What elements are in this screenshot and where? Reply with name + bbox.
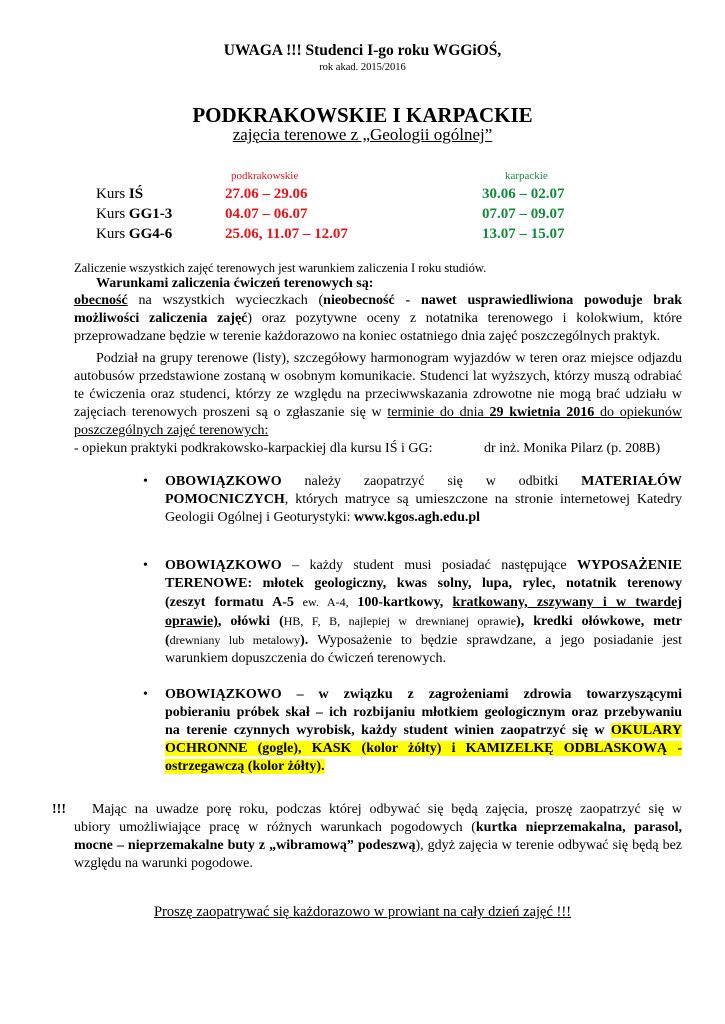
exclamation-mark: !!! bbox=[52, 802, 66, 817]
kurs-label: Kurs bbox=[96, 206, 129, 222]
podkrakowskie-dates: 04.07 – 06.07 bbox=[225, 206, 308, 222]
materials-item: OBOWIĄZKOWO należy zaopatrzyć się w odbitki MATERIAŁÓW POMOCNICZYCH, których matryce są umieszczone na stronie internetowej Katedry Geologii Ogólnej i Geoturystyki: www.kgos.agh.edu.pl bbox=[165, 474, 682, 525]
bullet-icon: • bbox=[143, 558, 148, 573]
academic-year: rok akad. 2015/2016 bbox=[319, 62, 406, 73]
podkrakowskie-dates: 25.06, 11.07 – 12.07 bbox=[225, 226, 348, 242]
safety-item: OBOWIĄZKOWO – w związku z zagrożeniami zdrowia towarzyszącymi pobieraniu próbek skał – ich rozbijaniu młotkiem geologicznym oraz przebywaniu na terenie czynnych wyrobisk, każdy student winien zaopatrzyć się w OKULARY OCHRONNE (gogle), KASK (kolor żółty) i KAMIZELKĘ ODBLASKOWĄ - ostrzegawczą (kolor żółty). bbox=[165, 687, 682, 774]
bullet-icon: • bbox=[143, 474, 148, 489]
notice-header: UWAGA !!! Studenci I-go roku WGGiOŚ, bbox=[223, 42, 502, 59]
kurs-code: GG1-3 bbox=[128, 206, 173, 222]
kurs-label: Kurs bbox=[96, 186, 129, 202]
highlighted-text: OKULARY bbox=[610, 723, 682, 738]
provisions-note: Proszę zaopatrywać się każdorazowo w prowiant na cały dzień zajęć !!! bbox=[153, 904, 572, 920]
supervisor-name: dr inż. Monika Pilarz (p. 208B) bbox=[484, 441, 661, 456]
groups-paragraph: Podział na grupy terenowe (listy), szczegółowy harmonogram wyjazdów w teren oraz miejsce odjazdu autobusów przedstawione zostaną w osobnym komunikacie. Studenci lat wyższych, którzy muszą odrabiać te ćwiczenia oraz studenci, którzy ze względu na przeciwwskazania zdrowotne nie mogą brać udziału w zajęciach terenowych proszeni są o zgłaszanie się w terminie do dnia 29 kwietnia 2016 do opiekunów poszczególnych zajęć terenowych: - opiekun praktyki podkrakowsko-karpackiej dla kursu IŚ i GG: dr inż. Monika Pilarz (p. 208B) bbox=[74, 351, 682, 456]
schedule-row bbox=[96, 185, 656, 205]
schedule-row bbox=[96, 205, 656, 225]
supervisor-role: - opiekun praktyki podkrakowsko-karpackiej dla kursu IŚ i GG: bbox=[74, 441, 433, 456]
kurs-label: Kurs bbox=[96, 226, 129, 242]
karpackie-dates: 07.07 – 09.07 bbox=[482, 206, 565, 222]
column-header-karpackie: karpackie bbox=[505, 170, 548, 182]
karpackie-dates: 13.07 – 15.07 bbox=[482, 226, 565, 242]
highlighted-text: ostrzegawczą (kolor żółty). bbox=[165, 759, 325, 774]
bullet-icon: • bbox=[143, 687, 148, 702]
weather-paragraph: !!! Mając na uwadze porę roku, podczas której odbywać się będą zajęcia, proszę zaopatrzyć się w ubiory umożliwiające pracę w różnych warunkach pogodowych (kurtka nieprzemakalna, parasol, mocne – nieprzemakalne buty z „wibramową” podeszwą), gdyż zajęcia w terenie odbywać się będą bez względu na warunki pogodowe. bbox=[52, 802, 682, 871]
kurs-code: GG4-6 bbox=[128, 226, 173, 242]
conditions-paragraph: obecność na wszystkich wycieczkach (nieobecność - nawet usprawiedliwiona powoduje brak możliwości zaliczenia zajęć) oraz pozytywne oceny z notatnika terenowego i kolokwium, które przeprowadzane będzie w terenie każdorazowo na koniec ostatniego dnia zajęć poszczególnych praktyk. bbox=[74, 293, 682, 344]
completion-note: Zaliczenie wszystkich zajęć terenowych jest warunkiem zaliczenia I roku studiów. bbox=[74, 261, 487, 275]
conditions-heading: Warunkami zaliczenia ćwiczeń terenowych są: bbox=[96, 276, 374, 291]
kurs-code: IŚ bbox=[128, 186, 144, 202]
document-subtitle: zajęcia terenowe z „Geologii ogólnej” bbox=[232, 125, 493, 144]
website-link: www.kgos.agh.edu.pl bbox=[353, 510, 481, 525]
karpackie-dates: 30.06 – 02.07 bbox=[482, 186, 565, 202]
schedule-row bbox=[96, 225, 656, 245]
equipment-item: OBOWIĄZKOWO – każdy student musi posiadać następujące WYPOSAŻENIE TERENOWE: młotek geologiczny, kwas solny, lupa, rylec, notatnik terenowy (zeszyt formatu A-5 ew. A-4, 100-kartkowy, kratkowany, zszywany i w twardej oprawie), ołówki (HB, F, B, najlepiej w drewnianej oprawie), kredki ołówkowe, metr (drewniany lub metalowy). Wyposażenie to będzie sprawdzane, a jego posiadanie jest warunkiem dopuszczenia do ćwiczeń terenowych. bbox=[165, 558, 683, 666]
column-header-podkrakowskie: podkrakowskie bbox=[231, 170, 299, 182]
document-title: PODKRAKOWSKIE I KARPACKIE bbox=[192, 103, 533, 127]
podkrakowskie-dates: 27.06 – 29.06 bbox=[225, 186, 308, 202]
highlighted-text: OCHRONNE (gogle), KASK (kolor żółty) i KAMIZELKĘ ODBLASKOWĄ - bbox=[165, 741, 682, 756]
